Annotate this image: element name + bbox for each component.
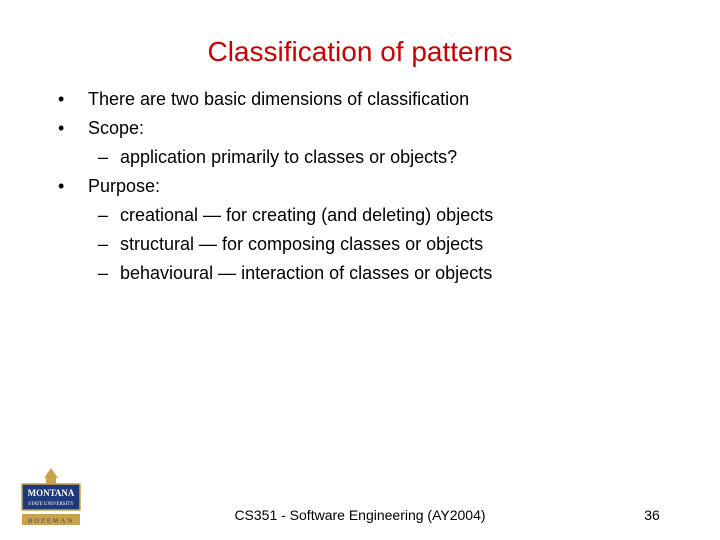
slide-title: Classification of patterns [207,36,513,67]
bullet-marker: • [58,89,65,109]
dash-marker: – [98,263,109,283]
sub-bullet-text: creational — for creating (and deleting) objects [120,205,494,225]
slide-footer: CS351 - Software Engineering (AY2004) [234,507,486,523]
logo-tower [46,478,56,484]
bullet-text: Scope: [88,118,145,138]
dash-marker: – [98,147,109,167]
sub-bullet-text: structural — for composing classes or objects [120,234,484,254]
bullet-marker: • [58,118,65,138]
logo-text-bozeman: BOZEMAN [27,517,75,525]
sub-bullet-text: application primarily to classes or objects? [120,147,458,167]
logo-text-montana: MONTANA [27,488,75,498]
dash-marker: – [98,234,109,254]
page-number: 36 [644,507,660,523]
bullet-text: Purpose: [88,176,161,196]
logo-cupola [44,468,58,478]
sub-bullet-text: behavioural — interaction of classes or objects [120,263,493,283]
bullet-marker: • [58,176,65,196]
bullet-text: There are two basic dimensions of classification [88,89,470,109]
logo-text-state-university: STATE UNIVERSITY [28,502,74,507]
dash-marker: – [98,205,109,225]
